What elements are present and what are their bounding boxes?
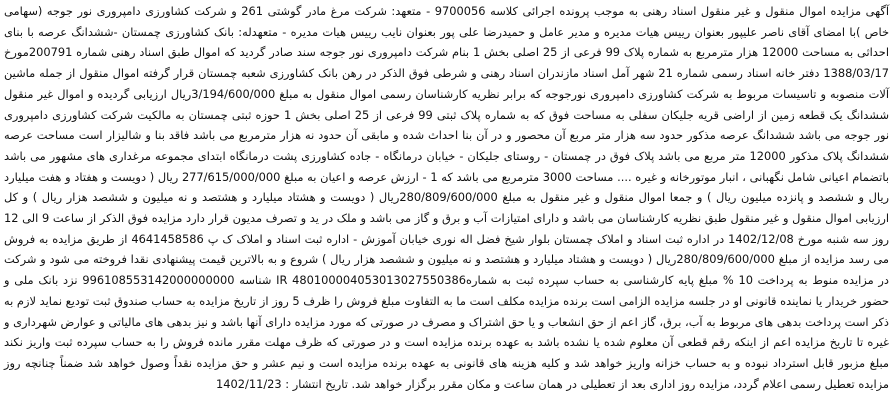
auction-notice-text: آگهی مزایده اموال منقول و غیر منقول اسناد رهنی به موجب پرونده اجرائی کلاسه 9700056 - متعهد: شرکت مرغ مادر گوشتی 261 و شرکت کشاورزی دامپروری نور جوجه (سهامی خاص )با امضای آقای ناصر علیپور بعنوان رییس هیات مدیره و مدیر عامل و حمیدرضا علی پور بعنوان نایب رییس هیات مدیره - متعهدله: بانک کشاورزی چمستان -ششدانگ عرصه با بنای احداثی به مساحت 12000 هزار مترمربع به شماره پلاک 99 فرعی از 25 اصلی بخش 1 بنام شرکت دامپروری نور جوجه سند صادر گردید که اموال طبق اسناد رهنی شماره 200791مورخ 1388/03/17 دفتر خانه اسناد رسمی شماره 21 شهر آمل اسناد مازندران اسناد رهنی و شرطی فوق الذکر در رهن بانک کشاورزی شعبه چمستان قرار گرفته اموال منقول از جمله ماشین آلات منصوبه و تاسیسات مربوط به شرکت کشاورزی دامپروری نورجوجه که برابر نظریه کارشناسان رسمی اموال منقول به مبلغ 3/194/600/000ریال ارزیابی گردیده و اموال غیر منقول ششدانگ یک قطعه زمین از اراضی قریه جلیکان سفلی به مساحت فوق که به شماره پلاک ثبتی 99 فرعی از 25 اصلی بخش 1 حوزه ثبتی چمستان به مالکیت شرکت کشاورزی دامپروری نور جوجه می باشد ششدانگ عرصه مذکور حدود سه هزار متر مربع آن محصور و در آن بنا احداث شده و مابقی آن حدود نه هزار مترمربع می باشد فاقد بنا و شالیزار است مساحت عرصه ششدانگ پلاک مذکور 12000 متر مربع می باشد پلاک فوق در چمستان - روستای جلیکان - خیابان درمانگاه - جاده کشاورزی پشت درمانگاه ابتدای مجموعه مرغداری های مشهور می باشد باتضمام اعیانی شامل نگهبانی ، انبار موتورخانه و غیره .... مساحت 3000 مترمربع می باشد که 1 - ارزش عرصه و اعیان به مبلغ 277/615/000/000 ریال ( دویست و هفتاد و هفت میلیارد ریال و ششصد و پانزده میلیون ریال ) و جمعا اموال منقول و غیر منقول به مبلغ 280/809/600/000ریال ( دویست و هشتاد میلیارد و هشتصد و نه میلیون و ششصد هزار ریال ) و کل ارزیابی اموال منقول و غیر منقول طبق نظریه کارشناسان می باشد و دارای امتیازات آب و برق و گاز می باشد و ملک در ید و تصرف مدیون قرار دارد مزایده فوق الذکر از ساعت 9 الی 12 روز سه شنبه مورخ 1402/12/08 در اداره ثبت اسناد و املاک چمستان بلوار شیخ فضل اله نوری خیابان آموزش - اداره ثبت اسناد و املاک ک پ 4641458586 از طریق مزایده به فروش می رسد مزایده از مبلغ 280/809/600/000ریال ( دویست و هشتاد میلیارد و هشتصد و نه میلیون و ششصد هزار ریال ) شروع و به بالاترین قیمت پیشنهادی نقدا فروخته می شود و شرکت در مزایده منوط به پرداخت 10 % مبلغ پایه کارشناسی به حساب سپرده ثبت به شمارهIR 480100004053013027550386 شناسه 996108553142000000000 نزد بانک ملی و حضور خریدار یا نماینده قانونی او در جلسه مزایده الزامی است برنده مزایده مکلف است ما به التفاوت مبلغ فروش را ظرف 5 روز از تاریخ مزایده به حساب صندوق ثبت تودیع نماید لازم به ذکر است پرداخت بدهی های مربوط به آب، برق، گاز اعم از حق انشعاب و یا حق اشتراک و مصرف در صورتی که مورد مزایده دارای آنها باشد و نیز بدهی های مالیاتی و عوارض شهرداری و غیره تا تاریخ مزایده اعم از اینکه رقم قطعی آن معلوم شده یا نشده باشد به عهده برنده مزایده است و در صورتی که ظرف مهلت مقرر مانده فروش را به حساب سپرده ثبت واریز نکند مبلغ مزبور قابل استرداد نبوده و به حساب خزانه واریز خواهد شد و کلیه هزینه های قانونی به عهده برنده مزایده است و نیم عشر و حق مزایده نقداً وصول خواهد شد ضمناً چنانچه روز مزایده تعطیل رسمی اعلام گردد، مزایده روز اداری بعد از تعطیلی در همان ساعت و مکان مقرر برگزار خواهد شد. تاریخ انتشار : 1402/11/23 — [4, 4, 890, 391]
